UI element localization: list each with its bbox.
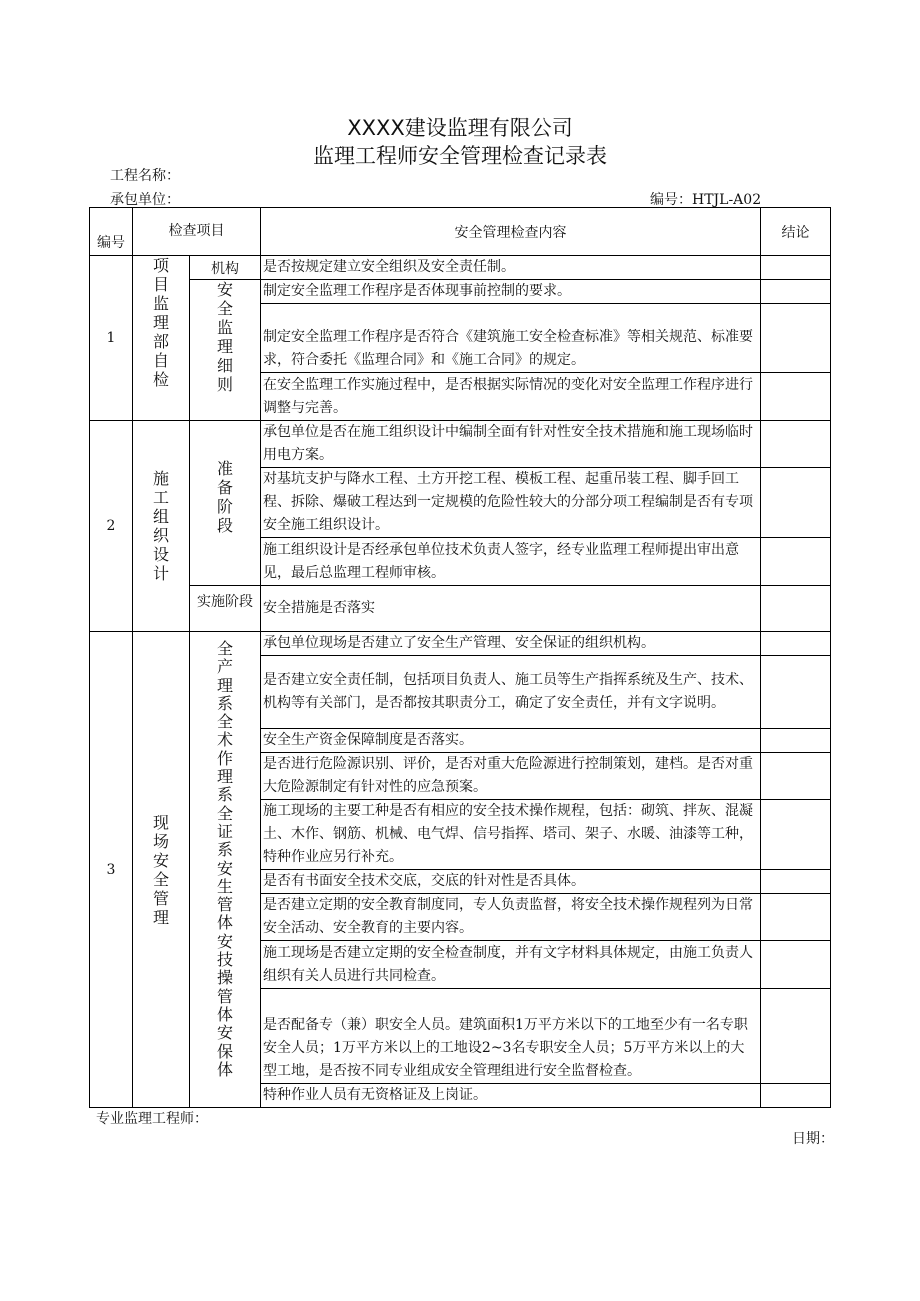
conclusion-cell[interactable]: [761, 586, 831, 632]
vertical-label: 现 场 安 全 管 理: [152, 812, 169, 927]
section2-row-0: 承包单位是否在施工组织设计中编制全面有针对性安全技术措施和施工现场临时用电方案。: [261, 421, 761, 468]
table-header-row: [90, 208, 831, 256]
section3-sub1: [190, 632, 261, 1108]
section2-sub1: [190, 421, 261, 586]
conclusion-cell[interactable]: [761, 989, 831, 1084]
conclusion-cell[interactable]: [761, 941, 831, 989]
section3-row-9: 特种作业人员有无资格证及上岗证。: [261, 1084, 761, 1108]
vertical-label: 施 工 组 织 设 计: [152, 469, 169, 583]
vertical-label: 准 备 阶 段: [216, 459, 233, 535]
col-content-header: 安全管理检查内容: [261, 208, 761, 256]
conclusion-cell[interactable]: [761, 280, 831, 304]
date-label: 日期：: [792, 1131, 834, 1147]
section3-row-6: 是否建立定期的安全教育制度同，专人负责监督，将安全技术操作规程列为日常安全活动、安全教育的主要内容。: [261, 894, 761, 941]
section1-row-3: 在安全监理工作实施过程中，是否根据实际情况的变化对安全监理工作程序进行调整与完善。: [261, 373, 761, 421]
engineer-signature-label: 专业监理工程师：: [96, 1111, 208, 1127]
project-name-label: 工程名称：: [110, 168, 180, 184]
section1-row-2: 制定安全监理工作程序是否符合《建筑施工安全检查标准》等相关规范、标准要求，符合委托《监理合同》和《施工合同》的规定。: [261, 304, 761, 373]
vertical-label: 全 产 理 系 全 术 作 理 系 全 证 系 安 生 管 体 安 技 操 管 体 安 保 体: [216, 639, 233, 1079]
section3-row-3: 是否进行危险源识别、评价，是否对重大危险源进行控制策划，建档。是否对重大危险源制定有针对性的应急预案。: [261, 753, 761, 800]
table-row: [90, 586, 831, 632]
table-row: [90, 632, 831, 656]
table-row: [90, 280, 831, 304]
section3-no: 3: [90, 632, 133, 1108]
conclusion-cell[interactable]: [761, 538, 831, 586]
section1-no: 1: [90, 256, 133, 421]
conclusion-cell[interactable]: [761, 894, 831, 941]
section3-row-7: 施工现场是否建立定期的安全检查制度，并有文字材料具体规定，由施工负责人组织有关人员进行共同检查。: [261, 941, 761, 989]
conclusion-cell[interactable]: [761, 468, 831, 538]
section3-row-1: 是否建立安全责任制，包括项目负责人、施工员等生产指挥系统及生产、技术、机构等有关部门，是否都按其职责分工，确定了安全责任，并有文字说明。: [261, 656, 761, 729]
conclusion-cell[interactable]: [761, 632, 831, 656]
section2-sub2: 实施阶段: [190, 586, 261, 632]
vertical-label: 安 全 监 理 细 则: [216, 280, 233, 394]
section1-row-1: 制定安全监理工作程序是否体现事前控制的要求。: [261, 280, 761, 304]
contractor-label: 承包单位：: [110, 192, 180, 208]
col-no-header: 编号: [90, 208, 133, 256]
section3-row-8: 是否配备专（兼）职安全人员。建筑面积1万平方米以下的工地至少有一名专职安全人员；1万平方米以上的工地设2~3名专职安全人员；5万平方米以上的大型工地，是否按不同专业组成安全管理组进行安全监督检查。: [261, 989, 761, 1084]
section2-row-1: 对基坑支护与降水工程、土方开挖工程、模板工程、起重吊装工程、脚手回工程、拆除、爆破工程达到一定规模的危险性较大的分部分项工程编制是否有专项安全施工组织设计。: [261, 468, 761, 538]
section3-name: [133, 632, 190, 1108]
section3-row-5: 是否有书面安全技术交底，交底的针对性是否具体。: [261, 870, 761, 894]
form-code: 编号：HTJL-A02: [650, 192, 762, 208]
section1-sub2: [190, 280, 261, 421]
conclusion-cell[interactable]: [761, 1084, 831, 1108]
conclusion-cell[interactable]: [761, 421, 831, 468]
col-item-header: 检查项目: [133, 208, 261, 256]
section2-name: [133, 421, 190, 632]
section1-row-0: 是否按规定建立安全组织及安全责任制。: [261, 256, 761, 280]
table-row: [90, 421, 831, 468]
section2-no: 2: [90, 421, 133, 632]
conclusion-cell[interactable]: [761, 304, 831, 373]
section1-sub1: 机构: [190, 256, 261, 280]
conclusion-cell[interactable]: [761, 656, 831, 729]
col-conclusion-header: 结论: [761, 208, 831, 256]
conclusion-cell[interactable]: [761, 753, 831, 800]
vertical-label: 项 目 监 理 部 自 检: [152, 256, 169, 389]
conclusion-cell[interactable]: [761, 373, 831, 421]
section2-row-2: 施工组织设计是否经承包单位技术负责人签字，经专业监理工程师提出审出意见，最后总监理工程师审核。: [261, 538, 761, 586]
form-title: 监理工程师安全管理检查记录表: [313, 144, 607, 168]
table-row: [90, 256, 831, 280]
section2-row-3: 安全措施是否落实: [261, 586, 761, 632]
section3-row-0: 承包单位现场是否建立了安全生产管理、安全保证的组织机构。: [261, 632, 761, 656]
section1-name: [133, 256, 190, 421]
company-title: XXXX建设监理有限公司: [347, 116, 573, 140]
inspection-table: [89, 207, 831, 1108]
conclusion-cell[interactable]: [761, 729, 831, 753]
conclusion-cell[interactable]: [761, 870, 831, 894]
section3-row-4: 施工现场的主要工种是否有相应的安全技术操作规程，包括：砌筑、拌灰、混凝土、木作、钢筋、机械、电气焊、信号指挥、塔司、架子、水暖、油漆等工种，特种作业应另行补充。: [261, 800, 761, 870]
conclusion-cell[interactable]: [761, 800, 831, 870]
conclusion-cell[interactable]: [761, 256, 831, 280]
section3-row-2: 安全生产资金保障制度是否落实。: [261, 729, 761, 753]
